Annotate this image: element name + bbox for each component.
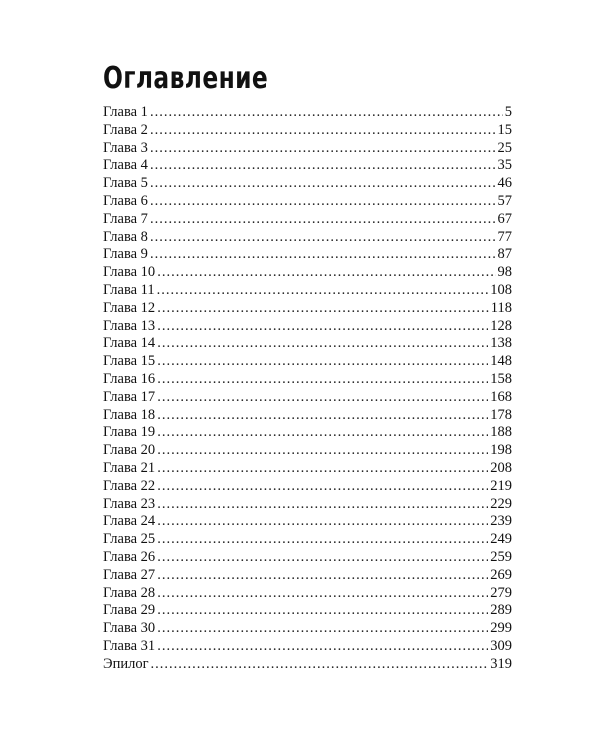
toc-entry[interactable]: [103, 442, 512, 460]
dot-leader: [150, 157, 496, 175]
toc-entry-page-number: 229: [490, 495, 512, 512]
toc-entry[interactable]: [103, 300, 512, 318]
toc-entry-label: Глава 27: [103, 566, 156, 583]
dot-leader: [150, 211, 496, 229]
toc-entry-label: Глава 1: [103, 104, 148, 120]
toc-entry[interactable]: [103, 140, 512, 158]
toc-entry[interactable]: [103, 567, 512, 585]
toc-entry[interactable]: [103, 638, 512, 656]
dot-leader: [157, 335, 488, 353]
toc-entry[interactable]: [103, 175, 512, 193]
dot-leader: [150, 122, 496, 140]
toc-entry-page-number: 118: [490, 299, 512, 316]
dot-leader: [157, 460, 488, 478]
toc-entry-page-number: 46: [497, 175, 512, 192]
toc-entry[interactable]: [103, 264, 512, 282]
toc-entry[interactable]: [103, 246, 512, 264]
toc-entry-label: Глава 13: [103, 317, 156, 334]
toc-entry-label: Глава 6: [103, 192, 148, 209]
toc-entry-page-number: 289: [490, 602, 512, 619]
dot-leader: [157, 638, 488, 656]
toc-entry-page-number: 25: [497, 139, 512, 156]
dot-leader: [150, 175, 496, 193]
dot-leader: [157, 531, 488, 549]
toc-entry-page-number: 188: [490, 424, 512, 441]
toc-entry-page-number: 128: [490, 317, 512, 334]
toc-entry[interactable]: [103, 424, 512, 442]
toc-entry-page-number: 249: [490, 531, 512, 548]
toc-entry-page-number: 219: [490, 477, 512, 494]
toc-entry-label: Глава 31: [103, 637, 156, 654]
toc-entry-page-number: 5: [504, 104, 512, 120]
toc-entry[interactable]: [103, 353, 512, 371]
toc-entry-page-number: 269: [490, 566, 512, 583]
dot-leader: [150, 229, 496, 247]
toc-entry[interactable]: [103, 282, 512, 300]
dot-leader: [157, 424, 488, 442]
toc-entry-label: Глава 10: [103, 264, 156, 281]
dot-leader: [157, 300, 489, 318]
dot-leader: [157, 602, 488, 620]
toc-entry-label: Глава 14: [103, 335, 156, 352]
toc-entry[interactable]: [103, 496, 512, 514]
toc-list: [103, 104, 512, 674]
toc-entry[interactable]: [103, 371, 512, 389]
toc-page: [103, 62, 512, 674]
toc-entry[interactable]: [103, 157, 512, 175]
dot-leader: [150, 193, 496, 211]
dot-leader: [157, 371, 488, 389]
toc-entry[interactable]: [103, 229, 512, 247]
toc-entry-page-number: 208: [490, 459, 512, 476]
toc-entry-label: Глава 3: [103, 139, 148, 156]
toc-entry-label: Глава 4: [103, 157, 148, 174]
toc-entry[interactable]: [103, 549, 512, 567]
toc-entry-page-number: 108: [490, 281, 512, 298]
dot-leader: [157, 513, 488, 531]
dot-leader: [150, 246, 496, 264]
toc-entry-page-number: 259: [490, 548, 512, 565]
toc-entry-label: Глава 29: [103, 602, 156, 619]
dot-leader: [157, 478, 488, 496]
dot-leader: [157, 389, 488, 407]
toc-entry-page-number: 15: [497, 121, 512, 138]
toc-entry-label: Глава 24: [103, 513, 156, 530]
dot-leader: [157, 496, 488, 514]
dot-leader: [157, 585, 488, 603]
dot-leader: [151, 656, 489, 674]
toc-entry[interactable]: [103, 460, 512, 478]
toc-entry[interactable]: [103, 585, 512, 603]
toc-entry-label: Глава 9: [103, 246, 148, 263]
dot-leader: [157, 620, 488, 638]
toc-entry-page-number: 299: [490, 620, 512, 637]
toc-entry-label: Глава 20: [103, 442, 156, 459]
toc-entry-label: Глава 23: [103, 495, 156, 512]
toc-entry-label: Эпилог: [103, 655, 149, 672]
dot-leader: [157, 442, 488, 460]
toc-entry[interactable]: [103, 122, 512, 140]
toc-entry[interactable]: [103, 335, 512, 353]
toc-entry-label: Глава 28: [103, 584, 156, 601]
toc-entry[interactable]: [103, 211, 512, 229]
dot-leader: [157, 549, 488, 567]
toc-entry-label: Глава 8: [103, 228, 148, 245]
toc-entry-label: Глава 18: [103, 406, 156, 423]
toc-entry[interactable]: [103, 389, 512, 407]
toc-entry-page-number: 57: [497, 192, 512, 209]
toc-entry-page-number: 148: [490, 353, 512, 370]
toc-entry-label: Глава 25: [103, 531, 156, 548]
toc-entry-page-number: 319: [490, 655, 512, 672]
toc-entry-page-number: 309: [490, 637, 512, 654]
toc-entry-label: Глава 16: [103, 370, 156, 387]
toc-entry-page-number: 239: [490, 513, 512, 530]
toc-entry-label: Глава 19: [103, 424, 156, 441]
toc-entry[interactable]: [103, 478, 512, 496]
dot-leader: [150, 104, 503, 122]
toc-entry-label: Глава 22: [103, 477, 156, 494]
toc-entry-label: Глава 7: [103, 210, 148, 227]
toc-entry-label: Глава 2: [103, 121, 148, 138]
dot-leader: [150, 140, 496, 158]
toc-entry[interactable]: [103, 620, 512, 638]
toc-entry-page-number: 77: [497, 228, 512, 245]
dot-leader: [157, 353, 488, 371]
toc-entry-label: Глава 11: [103, 281, 155, 298]
toc-entry-page-number: 158: [490, 370, 512, 387]
toc-entry-label: Глава 5: [103, 175, 148, 192]
dot-leader: [157, 282, 489, 300]
toc-entry-label: Глава 30: [103, 620, 156, 637]
toc-entry-page-number: 168: [490, 388, 512, 405]
toc-entry-label: Глава 15: [103, 353, 156, 370]
toc-entry[interactable]: [103, 513, 512, 531]
toc-entry[interactable]: [103, 318, 512, 336]
toc-entry-page-number: 178: [490, 406, 512, 423]
toc-entry-label: Глава 21: [103, 459, 156, 476]
page-title: Оглавление: [103, 61, 269, 96]
dot-leader: [157, 264, 495, 282]
toc-entry[interactable]: [103, 531, 512, 549]
toc-entry-page-number: 138: [490, 335, 512, 352]
toc-entry-page-number: 35: [497, 157, 512, 174]
toc-entry-label: Глава 12: [103, 299, 156, 316]
dot-leader: [157, 407, 488, 425]
toc-entry[interactable]: [103, 656, 512, 674]
toc-entry[interactable]: [103, 407, 512, 425]
dot-leader: [157, 318, 488, 336]
toc-entry[interactable]: [103, 104, 512, 122]
toc-entry-page-number: 87: [497, 246, 512, 263]
toc-entry-label: Глава 17: [103, 388, 156, 405]
toc-entry[interactable]: [103, 602, 512, 620]
dot-leader: [157, 567, 488, 585]
toc-entry-page-number: 67: [497, 210, 512, 227]
toc-entry-label: Глава 26: [103, 548, 156, 565]
toc-entry-page-number: 198: [490, 442, 512, 459]
toc-entry-page-number: 279: [490, 584, 512, 601]
toc-entry-page-number: 98: [497, 264, 512, 281]
toc-entry[interactable]: [103, 193, 512, 211]
